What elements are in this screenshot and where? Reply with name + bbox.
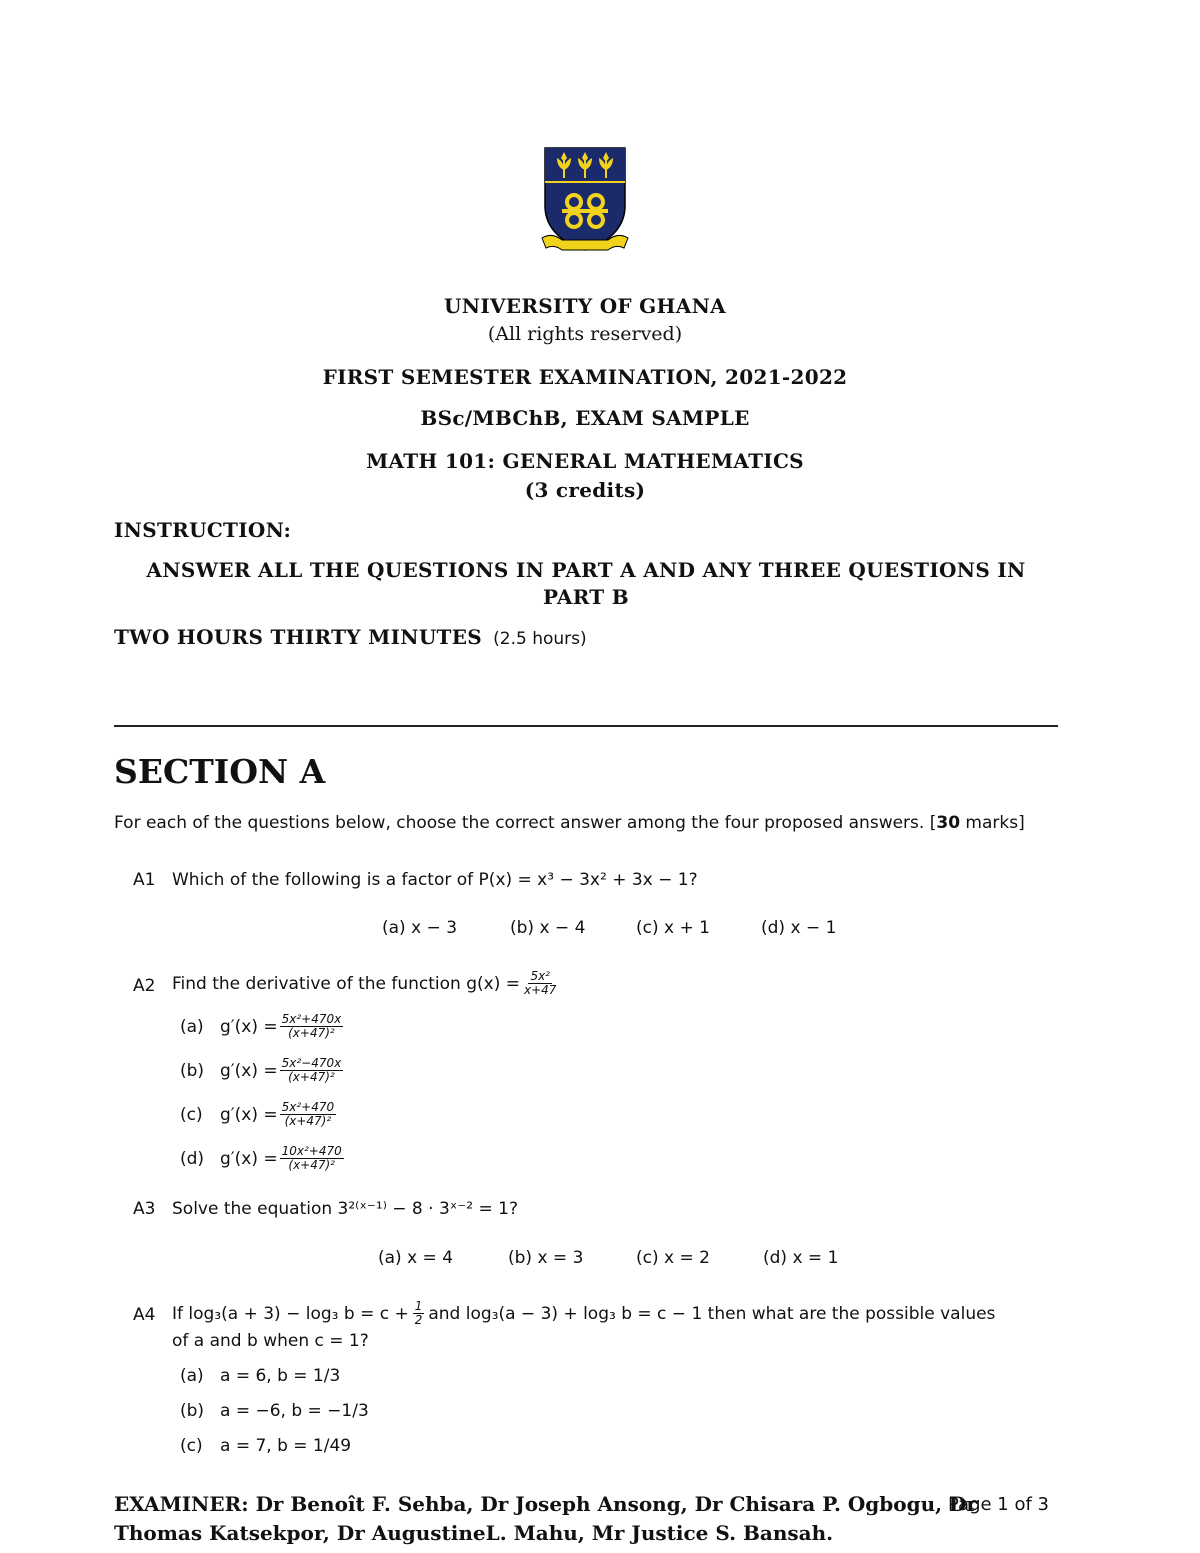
a3-option-b[interactable]: (b) x = 3	[508, 1248, 584, 1268]
instruction-label: INSTRUCTION:	[114, 518, 292, 542]
a1-option-d[interactable]: (d) x − 1	[761, 918, 837, 938]
instruction-text-line2: PART B	[543, 585, 629, 609]
a2-option-c-den: (x+47)²	[284, 1114, 332, 1128]
a2-option-b-num: 5x²−470x	[281, 1056, 342, 1070]
section-divider	[114, 725, 1058, 727]
a2-option-a-label: (a)	[180, 1016, 204, 1037]
duration	[114, 625, 587, 649]
a4-option-c-label: (c)	[180, 1436, 203, 1456]
a2-option-d-fraction	[280, 1145, 344, 1172]
a2-option-c-lhs: g′(x) =	[220, 1104, 278, 1125]
a2-option-d[interactable]	[180, 1145, 344, 1172]
a4-option-b[interactable]	[180, 1401, 369, 1421]
a3-option-c[interactable]: (c) x = 2	[636, 1248, 710, 1268]
a1-option-c[interactable]: (c) x + 1	[636, 918, 710, 938]
rights-notice: (All rights reserved)	[487, 323, 683, 345]
a2-option-a-num: 5x²+470x	[281, 1012, 342, 1026]
a2-option-c-num: 5x²+470	[281, 1100, 335, 1114]
a2-frac-numerator: 5x²	[530, 969, 550, 983]
section-intro-text: For each of the questions below, choose the correct answer among the four proposed answers.	[114, 813, 925, 833]
question-a2	[172, 970, 558, 997]
a1-option-b[interactable]: (b) x − 4	[510, 918, 586, 938]
course-title: MATH 101: GENERAL MATHEMATICS	[366, 449, 804, 473]
a2-frac-denominator: x+47	[524, 983, 557, 997]
examiner-label: EXAMINER:	[114, 1492, 249, 1516]
question-a4-number: A4	[133, 1305, 156, 1325]
program-title: BSc/MBChB, EXAM SAMPLE	[420, 406, 750, 430]
a2-option-b[interactable]	[180, 1057, 343, 1084]
a2-option-d-den: (x+47)²	[288, 1158, 335, 1172]
section-intro	[114, 813, 1025, 833]
a2-option-b-den: (x+47)²	[288, 1070, 335, 1084]
duration-bold: TWO HOURS THIRTY MINUTES	[114, 625, 483, 649]
question-a1-number: A1	[133, 870, 156, 890]
a2-option-d-num: 10x²+470	[281, 1144, 342, 1158]
marks-open: [	[929, 813, 937, 833]
examiner-line2: Thomas Katsekpor, Dr AugustineL. Mahu, Mr Justice S. Bansah.	[114, 1521, 834, 1545]
a2-option-a[interactable]	[180, 1013, 343, 1040]
instruction-text-line1: ANSWER ALL THE QUESTIONS IN PART A AND ANY THREE QUESTIONS IN	[146, 558, 1026, 582]
a4-option-c-value: a = 7, b = 1/49	[220, 1436, 352, 1456]
university-name: UNIVERSITY OF GHANA	[444, 294, 726, 318]
question-a2-text: Find the derivative of the function g(x) =	[172, 973, 520, 994]
a4-text-part2: and log₃(a − 3) + log₃ b = c − 1 then what are the possible values	[428, 1303, 996, 1324]
a4-half-fraction	[413, 1300, 425, 1327]
a2-function-fraction	[522, 970, 558, 997]
a2-option-a-fraction	[280, 1013, 344, 1040]
question-a1-text: Which of the following is a factor of P(x) = x³ − 3x² + 3x − 1?	[172, 870, 698, 890]
question-a3-text: Solve the equation 3²⁽ˣ⁻¹⁾ − 8 · 3ˣ⁻² = 1?	[172, 1199, 518, 1219]
credits: (3 credits)	[524, 478, 646, 502]
marks-value: 30	[936, 813, 961, 833]
question-a4-line2: of a and b when c = 1?	[172, 1331, 369, 1351]
a4-option-b-value: a = −6, b = −1/3	[220, 1401, 369, 1421]
a4-option-b-label: (b)	[180, 1401, 205, 1421]
examiner-names-line1: Dr Benoît F. Sehba, Dr Joseph Ansong, Dr Chisara P. Ogbogu, Dr	[255, 1492, 977, 1516]
university-crest-logo	[540, 146, 638, 258]
duration-hours: (2.5 hours)	[493, 629, 587, 649]
a2-option-b-fraction	[280, 1057, 344, 1084]
a2-option-d-label: (d)	[180, 1148, 205, 1169]
a2-option-a-lhs: g′(x) =	[220, 1016, 278, 1037]
a2-option-a-den: (x+47)²	[288, 1026, 335, 1040]
a4-option-a-label: (a)	[180, 1366, 204, 1386]
a4-half-den: 2	[414, 1313, 423, 1327]
question-a2-number: A2	[133, 976, 156, 996]
a4-option-a[interactable]	[180, 1366, 340, 1386]
a4-half-num: 1	[414, 1299, 423, 1313]
a2-option-b-lhs: g′(x) =	[220, 1060, 278, 1081]
section-title: SECTION A	[114, 752, 326, 791]
a4-text-part1: If log₃(a + 3) − log₃ b = c +	[172, 1303, 409, 1324]
exam-title: FIRST SEMESTER EXAMINATION, 2021-2022	[322, 365, 848, 389]
a4-option-c[interactable]	[180, 1436, 351, 1456]
a3-option-d[interactable]: (d) x = 1	[763, 1248, 839, 1268]
marks-close: marks]	[960, 813, 1025, 833]
question-a3-number: A3	[133, 1199, 156, 1219]
a1-option-a[interactable]: (a) x − 3	[382, 918, 458, 938]
a2-option-c[interactable]	[180, 1101, 336, 1128]
a3-option-a[interactable]: (a) x = 4	[378, 1248, 454, 1268]
page-number: Page 1 of 3	[948, 1494, 1049, 1515]
a4-option-a-value: a = 6, b = 1/3	[220, 1366, 341, 1386]
a2-option-c-label: (c)	[180, 1104, 203, 1125]
question-a4-line1	[172, 1300, 995, 1327]
a2-option-b-label: (b)	[180, 1060, 205, 1081]
a2-option-c-fraction	[280, 1101, 337, 1128]
a2-option-d-lhs: g′(x) =	[220, 1148, 278, 1169]
examiner-line1	[114, 1492, 977, 1516]
